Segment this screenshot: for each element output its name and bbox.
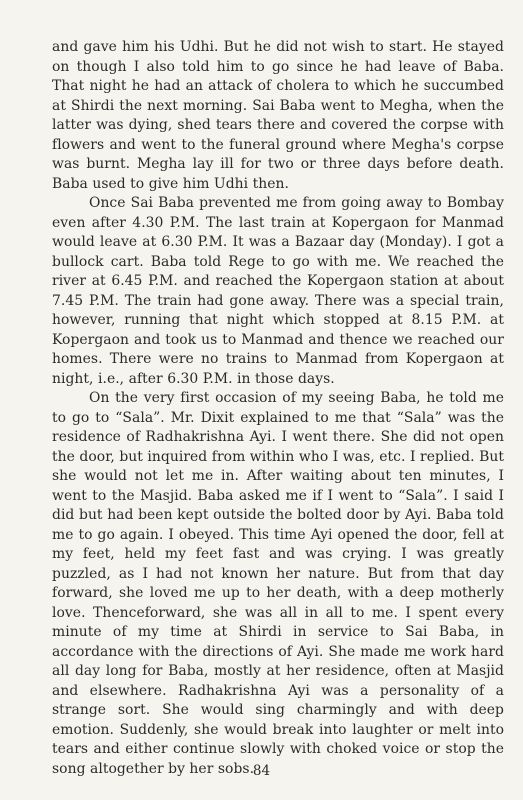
page-number: 84 (252, 763, 271, 779)
paragraph-1: and gave him his Udhi. But he did not wish to start. He stayed on though I also told him to go since he had leave of Baba. That night he had an attack of cholera to which he succumbed at Shirdi the next morning. Sai Baba went to Megha, when the latter was dying, shed tears there and covered the corpse with flowers and went to the funeral ground where Megha's corpse was burnt. Megha lay ill for two or three days before death. Baba used to give him Udhi then. (52, 39, 504, 192)
paragraph-2: Once Sai Baba prevented me from going away to Bombay even after 4.30 P.M. The last train at Kopergaon for Manmad would leave at 6.30 P.M. It was a Bazaar day (Monday). I got a bullock cart. Baba told Rege to go with me. We reached the river at 6.45 P.M. and reached the Kopergaon station at about 7.45 P.M. The train had gone away. There was a special train, however, running that night which stopped at 8.15 P.M. at Kopergaon and took us to Manmad and thence we reached our homes. There were no trains to Manmad from Kopergaon at night, i.e., after 6.30 P.M. in those days. (52, 195, 504, 387)
body-text (52, 38, 504, 779)
paragraph-3: On the very first occasion of my seeing Baba, he told me to go to “Sala”. Mr. Dixit explained to me that “Sala” was the residence of Radhakrishna Ayi. I went there. She did not open the door, but inquired from within who I was, etc. I replied. But she would not let me in. After waiting about ten minutes, I went to the Masjid. Baba asked me if I went to “Sala”. I said I did but had been kept outside the bolted door by Ayi. Baba told me to go again. I obeyed. This time Ayi opened the door, fell at my feet, held my feet fast and was crying. I was greatly puzzled, as I had not known her nature. But from that day forward, she loved me up to her death, with a deep motherly love. Thenceforward, she was all in all to me. I spent every minute of my time at Shirdi in service to Sai Baba, in accordance with the directions of Ayi. She made me work hard all day long for Baba, mostly at her residence, often at Masjid and elsewhere. Radhakrishna Ayi was a personality of a strange sort. She would sing charmingly and with deep emotion. Suddenly, she would break into laughter or melt into tears and either continue slowly with choked voice or stop the song altogether by her sobs. (52, 390, 504, 777)
